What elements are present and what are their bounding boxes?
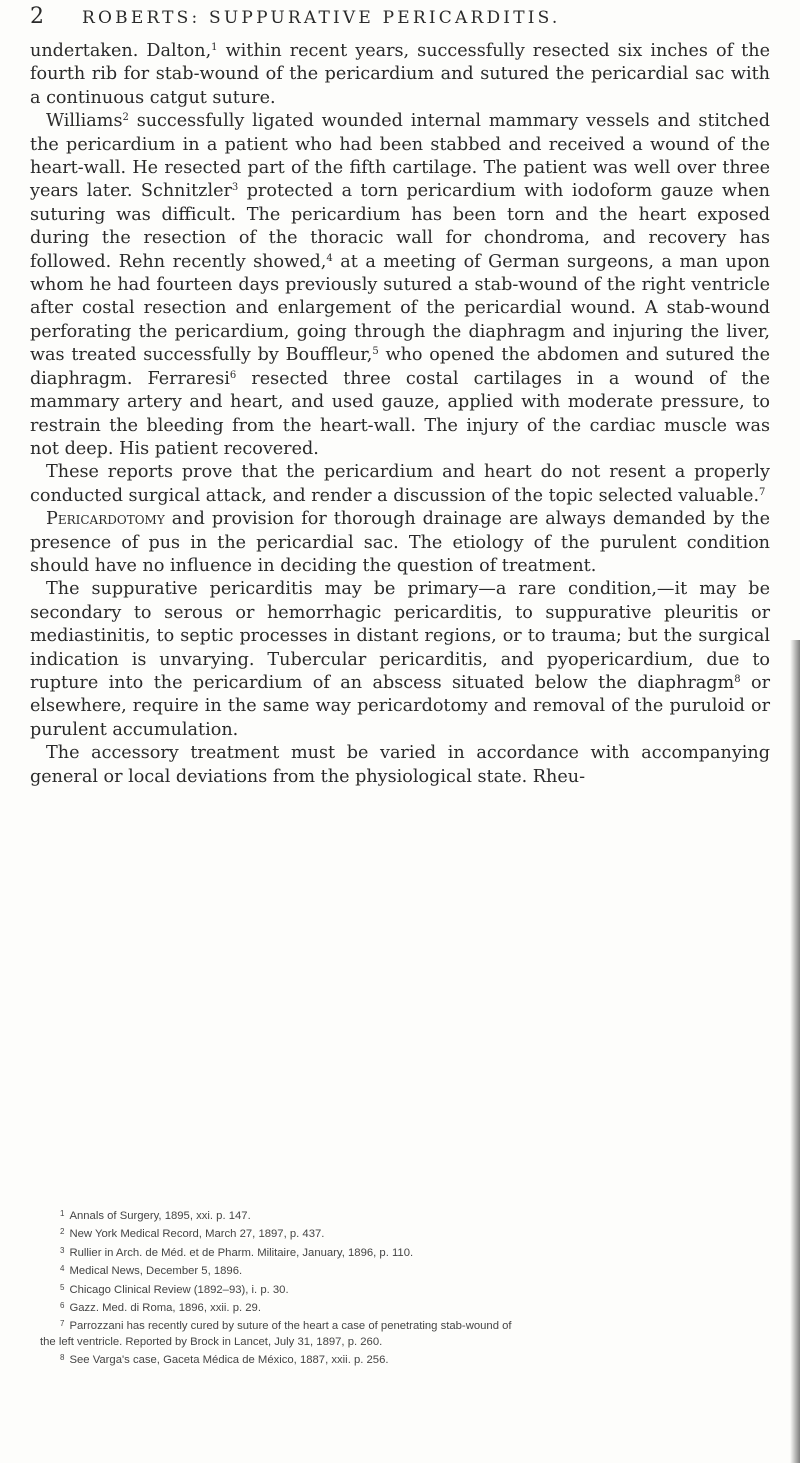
page-number: 2 <box>30 4 44 29</box>
footnote-continuation: the left ventricle. Reported by Brock in Lancet, July 31, 1897, p. 260. <box>40 1335 383 1348</box>
footnote: $^3$ Rullier in Arch. de Méd. et de Pharm. Militaire, January, 1896, p. 110. <box>60 1245 414 1259</box>
footnote: $^7$ Parrozzani has recently cured by suture of the heart a case of penetrating stab-wound of <box>60 1319 512 1333</box>
paragraph: undertaken. Dalton,$^1$ within recent years, successfully resected six inches of the fourth rib for stab-wound of the pericardium and sutured the pericardial sac with a continuous catgut suture. <box>30 41 770 108</box>
term-pericardotomy: Pericardotomy <box>46 509 165 530</box>
footnote-ref: 2 <box>122 112 129 124</box>
page-header <box>30 4 780 30</box>
body-text <box>30 40 770 789</box>
footnote: $^8$ See Varga's case, Gaceta Médica de México, 1887, xxii. p. 256. <box>60 1353 389 1367</box>
paragraph: The accessory treatment must be varied in accordance with accompanying general or local deviations from the physiological state. Rheu- <box>30 743 770 787</box>
footnote-ref: 7 <box>759 486 766 498</box>
footnote-ref: 4 <box>326 252 333 264</box>
footnote: $^5$ Chicago Clinical Review (1892–93), i. p. 30. <box>60 1282 289 1296</box>
footnote: $^2$ New York Medical Record, March 27, 1897, p. 437. <box>60 1227 325 1241</box>
paragraph: Pericardotomy and provision for thorough drainage are always demanded by the presence of pus in the pericardial sac. The etiology of the purulent condition should have no influence in deciding the question of treatment. <box>30 509 770 576</box>
footnote: $^1$ Annals of Surgery, 1895, xxi. p. 147. <box>60 1209 251 1222</box>
footnote-ref: 1 <box>211 42 218 53</box>
footnote: $^4$ Medical News, December 5, 1896. <box>60 1264 243 1278</box>
page-edge-shadow <box>790 640 800 1463</box>
paragraph: These reports prove that the pericardium and heart do not resent a properly conducted surgical attack, and render a discussion of the topic selected valuable.$^7$ <box>30 462 770 506</box>
footnote-ref: 3 <box>231 182 239 194</box>
paragraph: The suppurative pericarditis may be primary—a rare condition,—it may be secondary to serous or hemorrhagic pericarditis, to suppurative pleuritis or mediastinitis, to septic processes in distant regions, or to trauma; but the surgical indication is unvarying. Tubercular pericarditis, and pyopericardium, due to rupture into the pericardium of an abscess situated below the diaphragm$^8$ or elsewhere, require in the same way pericardotomy and removal of the puruloid or purulent accumulation. <box>30 579 770 740</box>
paragraph: Williams$^2$ successfully ligated wounded internal mammary vessels and stitched the pericardium in a patient who had been stabbed and received a wound of the heart-wall. He resected part of the fifth cartilage. The patient was well over three years later. Schnitzler$^3$ protected a torn pericardium with iodoform gauze when suturing was difficult. The pericardium has been torn and the heart exposed during the resection of the thoracic wall for chondroma, and recovery has followed. Rehn recently showed,$^4$ at a meeting of German surgeons, a man upon whom he had fourteen days previously sutured a stab-wound of the right ventricle after costal resection and enlargement of the pericardial wound. A stab-wound perforating the pericardium, going through the diaphragm and injuring the liver, was treated successfully by Bouffleur,$^5$ who opened the abdomen and sutured the diaphragm. Ferraresi$^6$ resected three costal cartilages in a wound of the mammary artery and heart, and used gauze, applied with moderate pressure, to restrain the bleeding from the heart-wall. The injury of the cardiac muscle was not deep. His patient recovered. <box>30 111 771 459</box>
footnotes <box>40 1206 770 1369</box>
running-head: ROBERTS: SUPPURATIVE PERICARDITIS. <box>82 8 561 28</box>
footnote: $^6$ Gazz. Med. di Roma, 1896, xxii. p. 29. <box>60 1301 261 1315</box>
footnote-ref: 5 <box>372 346 379 358</box>
footnote-ref: 8 <box>734 673 741 685</box>
footnote-ref: 6 <box>229 369 237 381</box>
